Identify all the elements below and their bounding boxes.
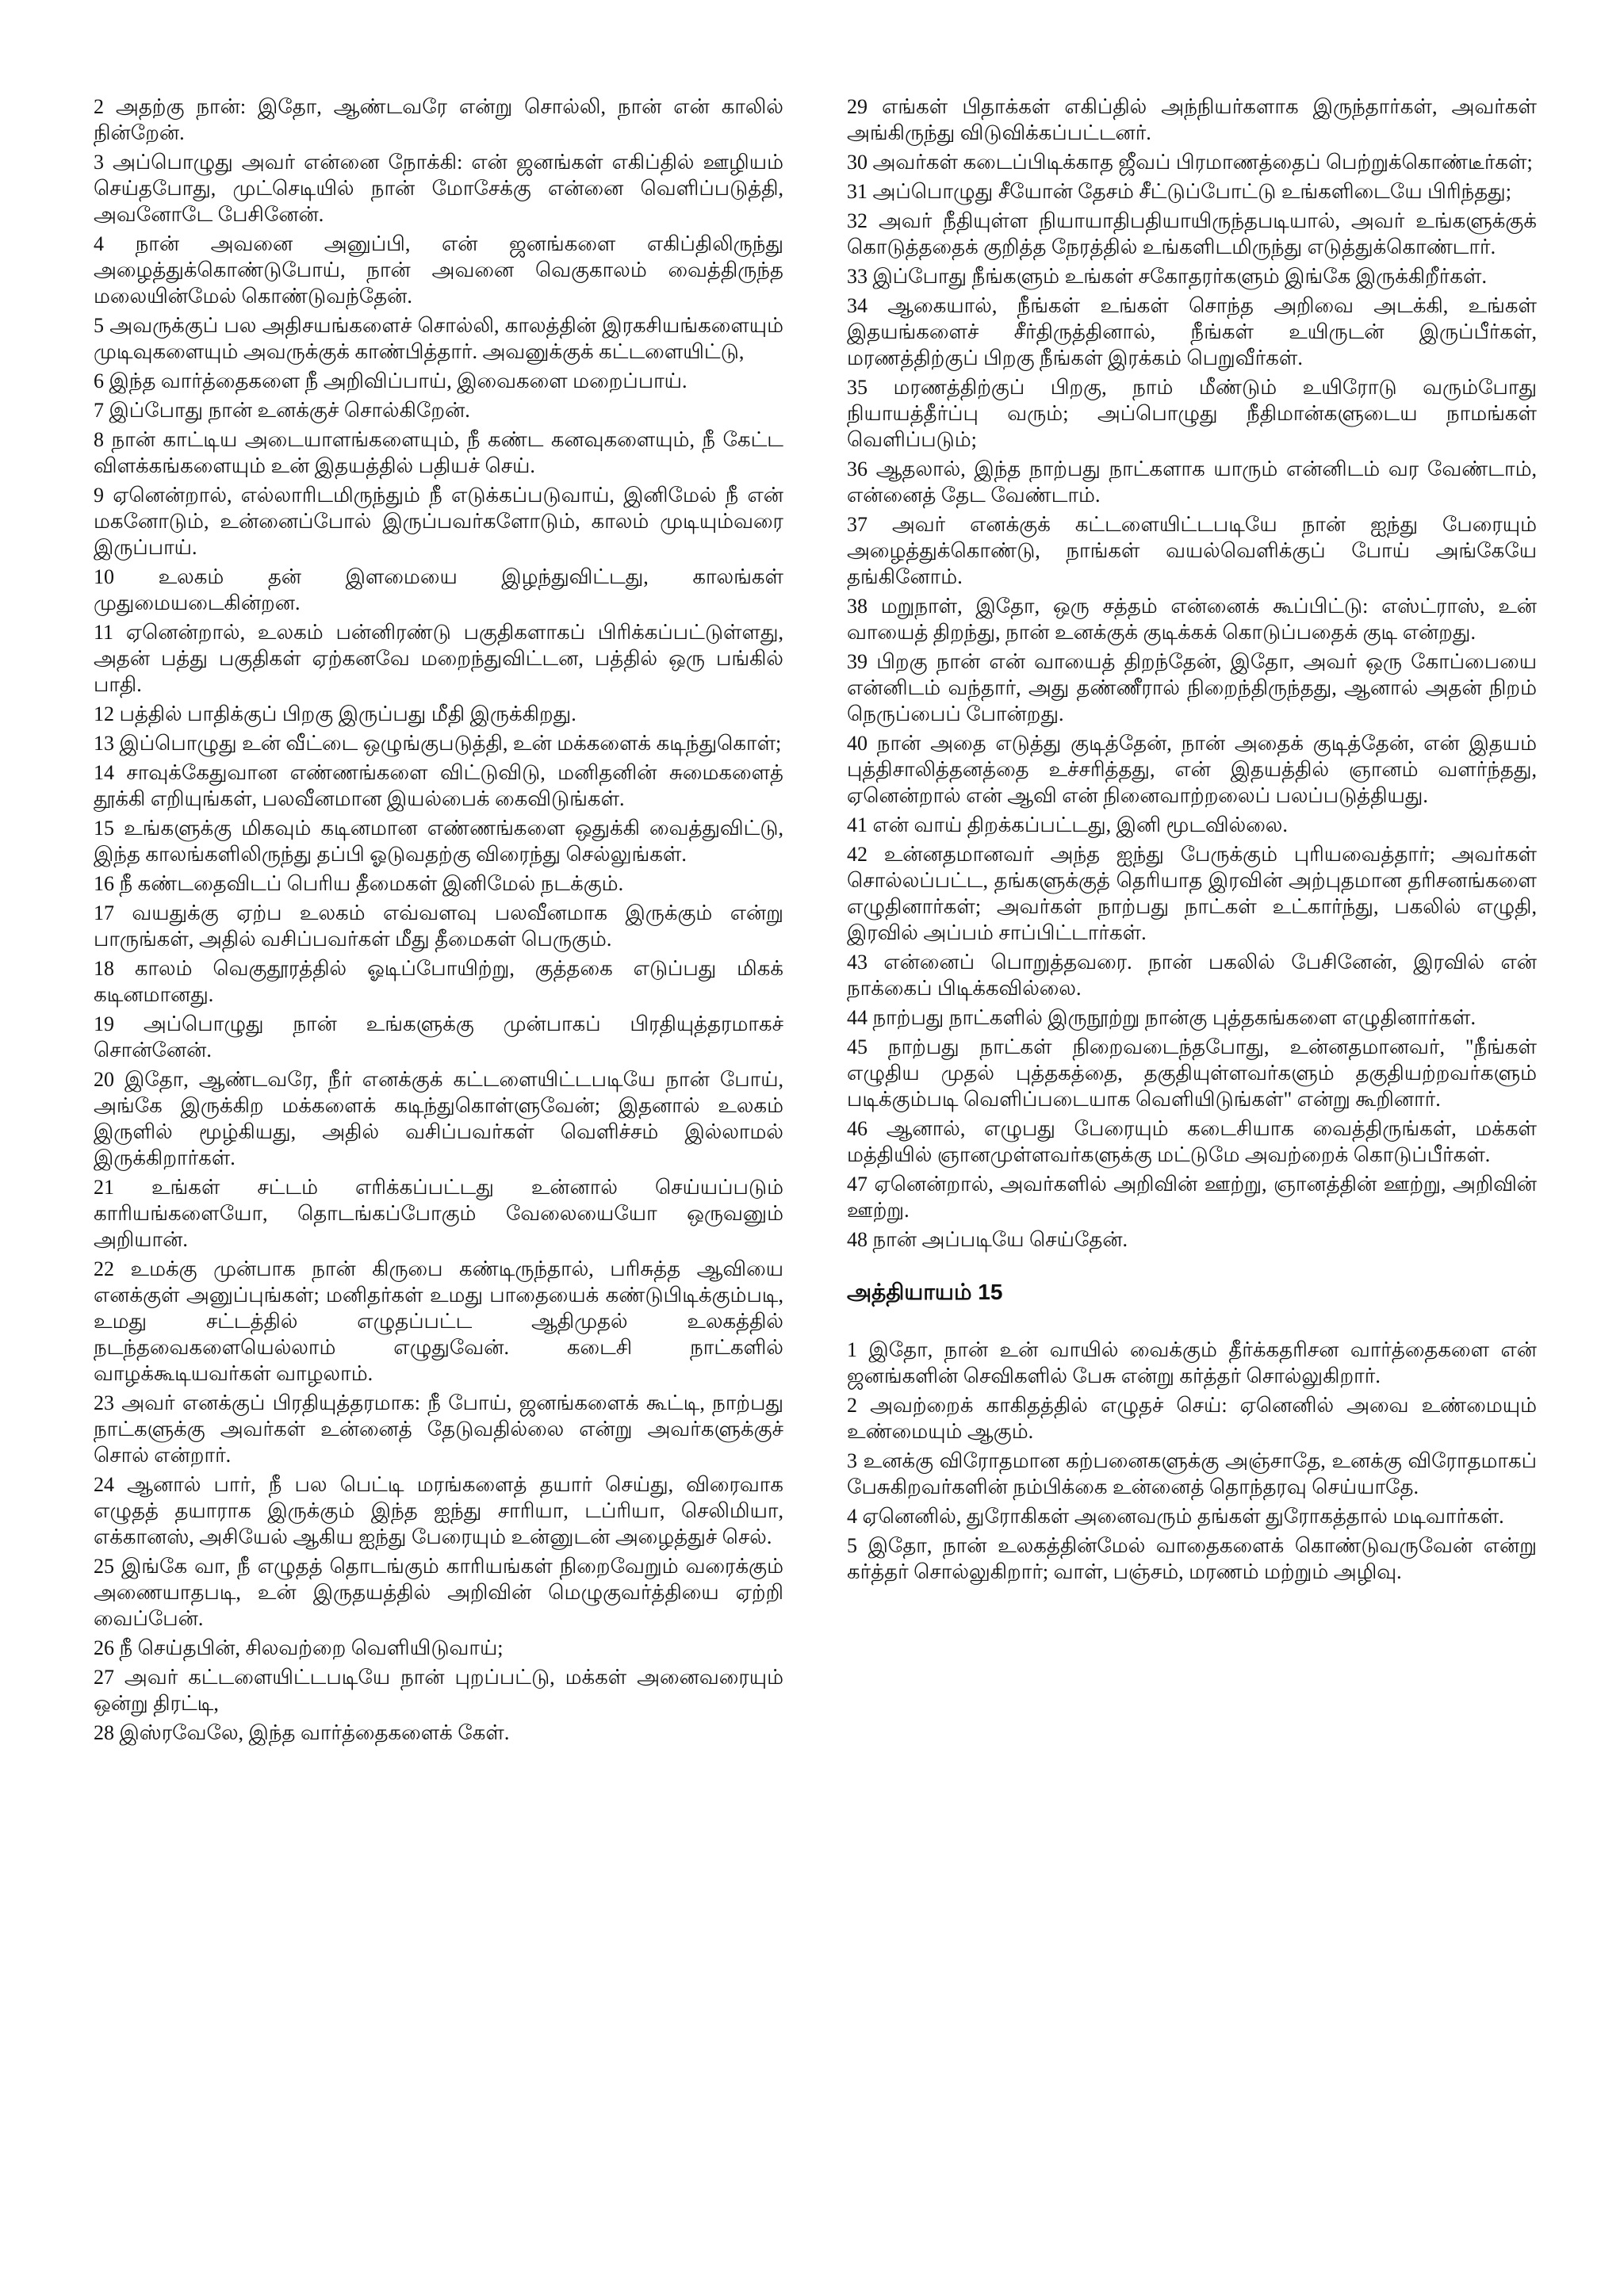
verse: 43 என்னைப் பொறுத்தவரை. நான் பகலில் பேசினேன், இரவில் என் நாக்கைப் பிடிக்கவில்லை.: [847, 951, 1537, 1000]
verse: 25 இங்கே வா, நீ எழுதத் தொடங்கும் காரியங்கள் நிறைவேறும் வரைக்கும் அணையாதபடி, உன் இருதயத்தில் அறிவின் மெழுகுவர்த்தியை ஏற்றி வைப்பேன்.: [94, 1555, 783, 1630]
verse: 5 இதோ, நான் உலகத்தின்மேல் வாதைகளைக் கொண்டுவருவேன் என்று கர்த்தர் சொல்லுகிறார்; வாள், பஞ்சம், மரணம் மற்றும் அழிவு.: [847, 1534, 1537, 1583]
verse: 18 காலம் வெகுதூரத்தில் ஓடிப்போயிற்று, குத்தகை எடுப்பது மிகக் கடினமானது.: [94, 957, 783, 1006]
verse: 48 நான் அப்படியே செய்தேன்.: [847, 1228, 1128, 1251]
verse: 16 நீ கண்டதைவிடப் பெரிய தீமைகள் இனிமேல் நடக்கும்.: [94, 872, 624, 895]
verse: 22 உமக்கு முன்பாக நான் கிருபை கண்டிருந்தால், பரிசுத்த ஆவியை எனக்குள் அனுப்புங்கள்; மனிதர்கள் உமது பாதையைக் கண்டுபிடிக்கும்படி, உமது சட்டத்தில் எழுதப்பட்ட ஆதிமுதல் உலகத்தில் நடந்தவைகளையெல்லாம் எழுதுவேன். கடைசி நாட்களில் வாழக்கூடியவர்கள் வாழலாம்.: [94, 1257, 783, 1385]
verse: 4 ஏனெனில், துரோகிகள் அனைவரும் தங்கள் துரோகத்தால் மடிவார்கள்.: [847, 1505, 1504, 1528]
verse: 2 அதற்கு நான்: இதோ, ஆண்டவரே என்று சொல்லி, நான் என் காலில் நின்றேன்.: [94, 95, 783, 144]
verse: 4 நான் அவனை அனுப்பி, என் ஜனங்களை எகிப்திலிருந்து அழைத்துக்கொண்டுபோய், நான் அவனை வெகுகாலம் வைத்திருந்த மலையின்மேல் கொண்டுவந்தேன்.: [94, 232, 783, 308]
verse: 44 நாற்பது நாட்களில் இருநூற்று நான்கு புத்தகங்களை எழுதினார்கள்.: [847, 1006, 1476, 1029]
verse: 45 நாற்பது நாட்கள் நிறைவடைந்தபோது, உன்னதமானவர், "நீங்கள் எழுதிய முதல் புத்தகத்தை, தகுதியுள்ளவர்களும் தகுதியற்றவர்களும் படிக்கும்படி வெளிப்படையாக வெளியிடுங்கள்" என்று கூறினார்.: [847, 1035, 1537, 1111]
verse: 37 அவர் எனக்குக் கட்டளையிட்டபடியே நான் ஐந்து பேரையும் அழைத்துக்கொண்டு, நாங்கள் வயல்வெளிக்குப் போய் அங்கேயே தங்கினோம்.: [847, 513, 1537, 588]
verse: 36 ஆதலால், இந்த நாற்பது நாட்களாக யாரும் என்னிடம் வர வேண்டாம், என்னைத் தேட வேண்டாம்.: [847, 457, 1537, 507]
verse: 26 நீ செய்தபின், சிலவற்றை வெளியிடுவாய்;: [94, 1636, 504, 1659]
verse: 21 உங்கள் சட்டம் எரிக்கப்பட்டது உன்னால் செய்யப்படும் காரியங்களையோ, தொடங்கப்போகும் வேலையையோ ஒருவனும் அறியான்.: [94, 1176, 783, 1251]
verse: 5 அவருக்குப் பல அதிசயங்களைச் சொல்லி, காலத்தின் இரகசியங்களையும் முடிவுகளையும் அவருக்குக் காண்பித்தார். அவனுக்குக் கட்டளையிட்டு,: [94, 314, 783, 363]
verse: 47 ஏனென்றால், அவர்களில் அறிவின் ஊற்று, ஞானத்தின் ஊற்று, அறிவின் ஊற்று.: [847, 1173, 1537, 1222]
verse: 14 சாவுக்கேதுவான எண்ணங்களை விட்டுவிடு, மனிதனின் சுமைகளைத் தூக்கி எறியுங்கள், பலவீனமான இயல்பைக் கைவிடுங்கள்.: [94, 761, 783, 810]
verse: 12 பத்தில் பாதிக்குப் பிறகு இருப்பது மீதி இருக்கிறது.: [94, 702, 576, 725]
scripture-page: [94, 94, 1540, 2234]
verse: 27 அவர் கட்டளையிட்டபடியே நான் புறப்பட்டு, மக்கள் அனைவரையும் ஒன்று திரட்டி,: [94, 1666, 783, 1715]
verse: 17 வயதுக்கு ஏற்ப உலகம் எவ்வளவு பலவீனமாக இருக்கும் என்று பாருங்கள், அதில் வசிப்பவர்கள் மீது தீமைகள் பெருகும்.: [94, 901, 783, 951]
verse: 10 உலகம் தன் இளமையை இழந்துவிட்டது, காலங்கள் முதுமையடைகின்றன.: [94, 565, 783, 614]
verse: 41 என் வாய் திறக்கப்பட்டது, இனி மூடவில்லை.: [847, 813, 1288, 836]
verse: 2 அவற்றைக் காகிதத்தில் எழுதச் செய்: ஏனெனில் அவை உண்மையும் உண்மையும் ஆகும்.: [847, 1394, 1537, 1443]
verse: 30 அவர்கள் கடைப்பிடிக்காத ஜீவப் பிரமாணத்தைப் பெற்றுக்கொண்டீர்கள்;: [847, 151, 1533, 174]
verse: 29 எங்கள் பிதாக்கள் எகிப்தில் அந்நியர்களாக இருந்தார்கள், அவர்கள் அங்கிருந்து விடுவிக்கப்பட்டனர்.: [847, 95, 1537, 144]
verse: 38 மறுநாள், இதோ, ஒரு சத்தம் என்னைக் கூப்பிட்டு: எஸ்ட்ராஸ், உன் வாயைத் திறந்து, நான் உனக்குக் குடிக்கக் கொடுப்பதைக் குடி என்றது.: [847, 595, 1537, 644]
verse: 32 அவர் நீதியுள்ள நியாயாதிபதியாயிருந்தபடியால், அவர் உங்களுக்குக் கொடுத்ததைக் குறித்த நேரத்தில் உங்களிடமிருந்து எடுத்துக்கொண்டார்.: [847, 209, 1537, 258]
verse: 6 இந்த வார்த்தைகளை நீ அறிவிப்பாய், இவைகளை மறைப்பாய்.: [94, 369, 688, 392]
verse: 24 ஆனால் பார், நீ பல பெட்டி மரங்களைத் தயார் செய்து, விரைவாக எழுதத் தயாராக இருக்கும் இந்த ஐந்து சாரியா, டப்ரியா, செலிமியா, எக்கானஸ், அசியேல் ஆகிய ஐந்து பேரையும் உன்னுடன் அழைத்துச் செல்.: [94, 1473, 783, 1548]
verse: 13 இப்பொழுது உன் வீட்டை ஒழுங்குபடுத்தி, உன் மக்களைக் கடிந்துகொள்;: [94, 732, 782, 755]
verse: 39 பிறகு நான் என் வாயைத் திறந்தேன், இதோ, அவர் ஒரு கோப்பையை என்னிடம் வந்தார், அது தண்ணீரால் நிறைந்திருந்தது, ஆனால் அதன் நிறம் நெருப்பைப் போன்றது.: [847, 650, 1537, 725]
verse: 35 மரணத்திற்குப் பிறகு, நாம் மீண்டும் உயிரோடு வரும்போது நியாயத்தீர்ப்பு வரும்; அப்பொழுது நீதிமான்களுடைய நாமங்கள் வெளிப்படும்;: [847, 376, 1537, 451]
verse: 46 ஆனால், எழுபது பேரையும் கடைசியாக வைத்திருங்கள், மக்கள் மத்தியில் ஞானமுள்ளவர்களுக்கு மட்டுமே அவற்றைக் கொடுப்பீர்கள்.: [847, 1117, 1537, 1166]
verse: 7 இப்போது நான் உனக்குச் சொல்கிறேன்.: [94, 399, 470, 422]
verse: 19 அப்பொழுது நான் உங்களுக்கு முன்பாகப் பிரதியுத்தரமாகச் சொன்னேன்.: [94, 1012, 783, 1062]
verse: 40 நான் அதை எடுத்து குடித்தேன், நான் அதைக் குடித்தேன், என் இதயம் புத்திசாலித்தனத்தை உச்சரித்தது, என் இதயத்தில் ஞானம் வளர்ந்தது, ஏனென்றால் என் ஆவி என் நினைவாற்றலைப் பலப்படுத்தியது.: [847, 732, 1537, 807]
verse: 33 இப்போது நீங்களும் உங்கள் சகோதரர்களும் இங்கே இருக்கிறீர்கள்.: [847, 265, 1487, 288]
chapter-heading: அத்தியாயம் 15: [847, 1280, 1003, 1304]
verse: 42 உன்னதமானவர் அந்த ஐந்து பேருக்கும் புரியவைத்தார்; அவர்கள் சொல்லப்பட்ட, தங்களுக்குத் தெரியாத இரவின் அற்புதமான தரிசனங்களை எழுதினார்கள்; அவர்கள் நாற்பது நாட்கள் உட்கார்ந்து, பகலில் எழுதி, இரவில் அப்பம் சாப்பிட்டார்கள்.: [847, 843, 1537, 944]
verse: 23 அவர் எனக்குப் பிரதியுத்தரமாக: நீ போய், ஜனங்களைக் கூட்டி, நாற்பது நாட்களுக்கு அவர்கள் உன்னைத் தேடுவதில்லை என்று அவர்களுக்குச் சொல் என்றார்.: [94, 1391, 783, 1467]
verse: 9 ஏனென்றால், எல்லாரிடமிருந்தும் நீ எடுக்கப்படுவாய், இனிமேல் நீ என் மகனோடும், உன்னைப்போல் இருப்பவர்களோடும், காலம் முடியும்வரை இருப்பாய்.: [94, 484, 783, 559]
right-column: [847, 94, 1537, 1588]
verse: 1 இதோ, நான் உன் வாயில் வைக்கும் தீர்க்கதரிசன வார்த்தைகளை என் ஜனங்களின் செவிகளில் பேசு என்று கர்த்தர் சொல்லுகிறார்.: [847, 1338, 1537, 1387]
left-column: [94, 94, 783, 1749]
verse: 11 ஏனென்றால், உலகம் பன்னிரண்டு பகுதிகளாகப் பிரிக்கப்பட்டுள்ளது, அதன் பத்து பகுதிகள் ஏற்கனவே மறைந்துவிட்டன, பத்தில் ஒரு பங்கில் பாதி.: [94, 621, 783, 696]
verse: 28 இஸ்ரவேலே, இந்த வார்த்தைகளைக் கேள்.: [94, 1721, 510, 1744]
verse: 31 அப்பொழுது சீயோன் தேசம் சீட்டுப்போட்டு உங்களிடையே பிரிந்தது;: [847, 180, 1511, 203]
verse: 34 ஆகையால், நீங்கள் உங்கள் சொந்த அறிவை அடக்கி, உங்கள் இதயங்களைச் சீர்திருத்தினால், நீங்கள் உயிருடன் இருப்பீர்கள், மரணத்திற்குப் பிறகு நீங்கள் இரக்கம் பெறுவீர்கள்.: [847, 294, 1537, 369]
verse: 3 உனக்கு விரோதமான கற்பனைகளுக்கு அஞ்சாதே, உனக்கு விரோதமாகப் பேசுகிறவர்களின் நம்பிக்கை உன்னைத் தொந்தரவு செய்யாதே.: [847, 1449, 1537, 1498]
verse: 8 நான் காட்டிய அடையாளங்களையும், நீ கண்ட கனவுகளையும், நீ கேட்ட விளக்கங்களையும் உன் இதயத்தில் பதியச் செய்.: [94, 428, 783, 477]
verse: 15 உங்களுக்கு மிகவும் கடினமான எண்ணங்களை ஒதுக்கி வைத்துவிட்டு, இந்த காலங்களிலிருந்து தப்பி ஓடுவதற்கு விரைந்து செல்லுங்கள்.: [94, 817, 783, 866]
verse: 3 அப்பொழுது அவர் என்னை நோக்கி: என் ஜனங்கள் எகிப்தில் ஊழியம் செய்தபோது, முட்செடியில் நான் மோசேக்கு என்னை வெளிப்படுத்தி, அவனோடே பேசினேன்.: [94, 151, 784, 226]
verse: 20 இதோ, ஆண்டவரே, நீர் எனக்குக் கட்டளையிட்டபடியே நான் போய், அங்கே இருக்கிற மக்களைக் கடிந்துகொள்ளுவேன்; இதனால் உலகம் இருளில் மூழ்கியது, அதில் வசிப்பவர்கள் வெளிச்சம் இல்லாமல் இருக்கிறார்கள்.: [94, 1068, 783, 1169]
